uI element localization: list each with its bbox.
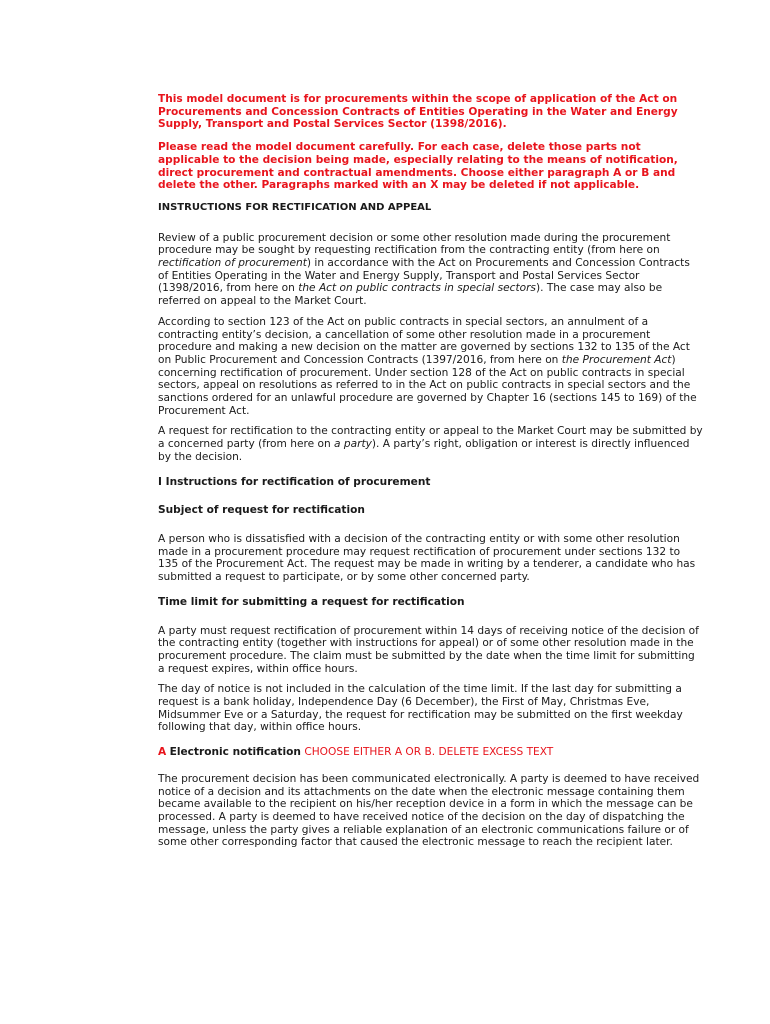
intro-paragraph-3 <box>158 425 703 463</box>
intro-paragraph-1 <box>158 232 703 308</box>
time-limit-paragraph-2: The day of notice is not included in the calculation of the time limit. If the last day for submitting a request is a bank holiday, Independence Day (6 December), the First of May, Christmas Eve, Midsummer Eve or a Saturday, the request for rectification may be submitted on the first weekday following that day, within office hours. <box>158 683 683 734</box>
intro-term: the Procurement Act <box>561 353 672 366</box>
intro-text: ). A party’s right, obligation or interest is directly influenced by the decision. <box>158 438 690 463</box>
intro-text: ) concerning rectification of procurement. Under section 128 of the Act on public contracts in special sectors, appeal on resolutions as referred to in the Act on public contracts in special sectors and the sanctions ordered for an unlawful procedure are governed by Chapter 16 (sections 145 to 169) of the Procurement Act. <box>158 353 697 417</box>
main-heading: INSTRUCTIONS FOR RECTIFICATION AND APPEAL <box>158 201 432 213</box>
intro-text: ) in accordance with the Act on Procurements and Concession Contracts of Entities Operating in the Water and Energy Supply, Transport and Postal Services Sector (1398/2016, from here on <box>158 257 690 295</box>
intro-text: According to section 123 of the Act on public contracts in special sectors, an annulment of a contracting entity’s decision, a cancellation of some other resolution made in a procurement procedure and making a new decision on the matter are governed by sections 132 to 135 of the Act on Public Procurement and Concession Contracts (1397/2016, from here on <box>158 315 690 366</box>
time-limit-heading: Time limit for submitting a request for rectification <box>158 595 465 608</box>
time-limit-paragraph-1: A party must request rectification of procurement within 14 days of receiving notice of the decision of the contracting entity (together with instructions for appeal) or of some other resolution made in the procurement procedure. The claim must be submitted by the date when the time limit for submitting a request expires, within office hours. <box>158 624 699 675</box>
subject-paragraph: A person who is dissatisfied with a decision of the contracting entity or with some other resolution made in a procurement procedure may request rectification of procurement under sections 132 to 135 of the Procurement Act. The request may be made in writing by a tenderer, a candidate who has submitted a request to participate, or by some other concerned party. <box>158 532 696 584</box>
intro-term: rectification of procurement <box>158 257 307 270</box>
intro-text: Review of a public procurement decision or some other resolution made during the procurement procedure may be sought by requesting rectification from the contracting entity (from here on <box>158 231 671 257</box>
section-heading: I Instructions for rectification of procurement <box>158 475 431 488</box>
intro-term: the Act on public contracts in special sectors <box>298 282 536 295</box>
intro-term: a party <box>334 438 372 451</box>
instructions-notice: Please read the model document carefully. For each case, delete those parts not applicable to the decision being made, especially relating to the means of notification, direct procurement and contractual amendments. Choose either paragraph A or B and delete the other. Paragraphs marked with an X may be deleted if not applicable. <box>158 141 678 192</box>
document-body <box>158 93 703 857</box>
option-note: CHOOSE EITHER A OR B. DELETE EXCESS TEXT <box>304 746 554 759</box>
option-title: Electronic notification <box>169 746 301 759</box>
intro-text: ). The case may also be referred on appeal to the Market Court. <box>158 282 663 308</box>
option-a-paragraph: The procurement decision has been communicated electronically. A party is deemed to have received notice of a decision and its attachments on the date when the electronic message containing them became available to the recipient on his/her reception device in a form in which the message can be processed. A party is deemed to have received notice of the decision on the day of dispatching the message, unless the party gives a reliable explanation of an electronic communications failure or of some other corresponding factor that caused the electronic message to reach the recipient later. <box>158 772 700 849</box>
subject-heading: Subject of request for rectification <box>158 504 365 517</box>
option-letter: A <box>158 746 167 759</box>
option-a-heading <box>158 746 703 759</box>
intro-text: A request for rectification to the contracting entity or appeal to the Market Court may be submitted by a concerned party (from here on <box>158 425 703 451</box>
scope-notice: This model document is for procurements within the scope of application of the Act on Procurements and Concession Contracts of Entities Operating in the Water and Energy Supply, Transport and Postal Services Sector (1398/2016). <box>158 93 678 131</box>
intro-paragraph-2 <box>158 316 703 418</box>
